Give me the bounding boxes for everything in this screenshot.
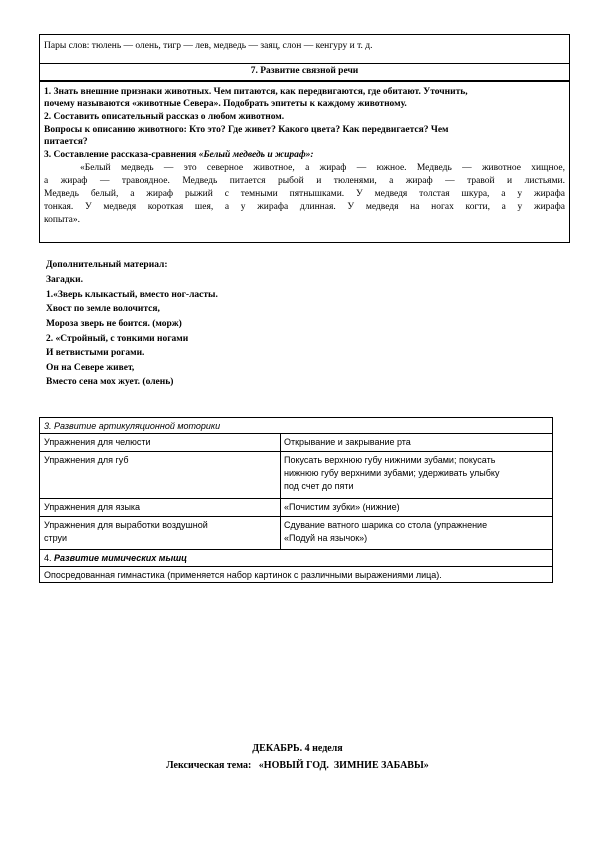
- exercise-breath-desc-line2: «Подуй на язычок»): [284, 533, 368, 543]
- section4-title: [44, 553, 187, 565]
- section4-text: Опосредованная гимнастика (применяется набор картинок с различными выражениями лица).: [44, 570, 442, 580]
- story-line1: «Белый медведь — это северное животное, а жираф — южное. Медведь — животное хищное,: [80, 163, 565, 173]
- exercise-tongue-desc: «Почистим зубки» (нижние): [284, 502, 400, 512]
- section4-number: 4.: [44, 553, 55, 563]
- divider: [40, 566, 552, 567]
- exercise-breath-desc-line1: Сдувание ватного шарика со стола (упражнение: [284, 520, 488, 530]
- exercise-jaw: Упражнения для челюсти: [44, 437, 151, 447]
- riddle1-line2: Хвост по земле волочится,: [46, 304, 160, 314]
- month-heading: ДЕКАБРЬ. 4 неделя: [252, 743, 343, 754]
- story-line4: тонкая. У медведя короткая шея, а у жирафа длинная. У медведя на ногах когти, а у жирафа: [44, 202, 565, 212]
- word-pairs-row: [40, 35, 569, 64]
- task3-prefix: 3. Составление рассказа-сравнения: [44, 150, 199, 160]
- questions-line2: питается?: [44, 137, 88, 147]
- divider: [40, 451, 552, 452]
- story-line3: Медведь белый, а жираф рыжий с темными пятнышками. У медведя толстая шкура, а у жирафа: [44, 189, 565, 199]
- additional-heading: Дополнительный материал:: [46, 260, 168, 270]
- exercise-lips-desc-line2: нижнюю губу верхними зубами; удерживать улыбку: [284, 468, 500, 478]
- divider: [40, 516, 552, 517]
- divider: [40, 498, 552, 499]
- exercise-tongue: Упражнения для языка: [44, 502, 141, 512]
- task1-line1: 1. Знать внешние признаки животных. Чем питаются, как передвигаются, где обитают. Уточнить,: [44, 87, 468, 97]
- divider: [40, 549, 552, 550]
- task3-title: «Белый медведь и жираф»:: [198, 150, 314, 160]
- exercise-lips-desc-line3: под счет до пяти: [284, 481, 354, 491]
- riddle2-line3: Он на Севере живет,: [46, 363, 135, 373]
- exercise-breath-line1: Упражнения для выработки воздушной: [44, 520, 208, 530]
- riddle2-line1: 2. «Стройный, с тонкими ногами: [46, 334, 189, 344]
- riddle1-line3: Мороза зверь не боится. (морж): [46, 319, 182, 329]
- task1-line2: почему называются «животные Севера». Подобрать эпитеты к каждому животному.: [44, 99, 407, 109]
- task3-heading: [44, 149, 314, 161]
- lexical-theme: Лексическая тема: «НОВЫЙ ГОД. ЗИМНИЕ ЗАБАВЫ»: [166, 760, 429, 771]
- section-title: 7. Развитие связной речи: [250, 66, 359, 76]
- section-title-row: [40, 63, 569, 82]
- exercise-lips: Упражнения для губ: [44, 455, 129, 465]
- story-line2: а жираф — травоядное. Медведь питается рыбой и тюленями, а жираф — травой и листьями.: [44, 176, 565, 186]
- story-line5: копыта».: [44, 215, 80, 225]
- divider: [40, 433, 552, 434]
- riddle2-line4: Вместо сена мох жует. (олень): [46, 377, 174, 387]
- exercise-breath-line2: струи: [44, 533, 68, 543]
- section4-title-text: Развитие мимических мышц: [54, 553, 187, 563]
- speech-development-table: [39, 34, 570, 243]
- task2-text: 2. Составить описательный рассказ о любом животном.: [44, 112, 285, 122]
- articulation-table: [39, 417, 553, 583]
- questions-line1: Вопросы к описанию животного: Кто это? Где живет? Какого цвета? Как передвигается? Чем: [44, 125, 449, 135]
- section3-title: 3. Развитие артикуляционной моторики: [44, 421, 221, 431]
- exercise-jaw-desc: Открывание и закрывание рта: [284, 437, 411, 447]
- riddle1-line1: 1.«Зверь клыкастый, вместо ног-ласты.: [46, 290, 218, 300]
- riddles-label: Загадки.: [46, 275, 83, 285]
- exercise-lips-desc-line1: Покусать верхнюю губу нижними зубами; покусать: [284, 455, 496, 465]
- word-pairs-text: Пары слов: тюлень — олень, тигр — лев, медведь — заяц, слон — кенгуру и т. д.: [44, 41, 373, 51]
- riddle2-line2: И ветвистыми рогами.: [46, 348, 145, 358]
